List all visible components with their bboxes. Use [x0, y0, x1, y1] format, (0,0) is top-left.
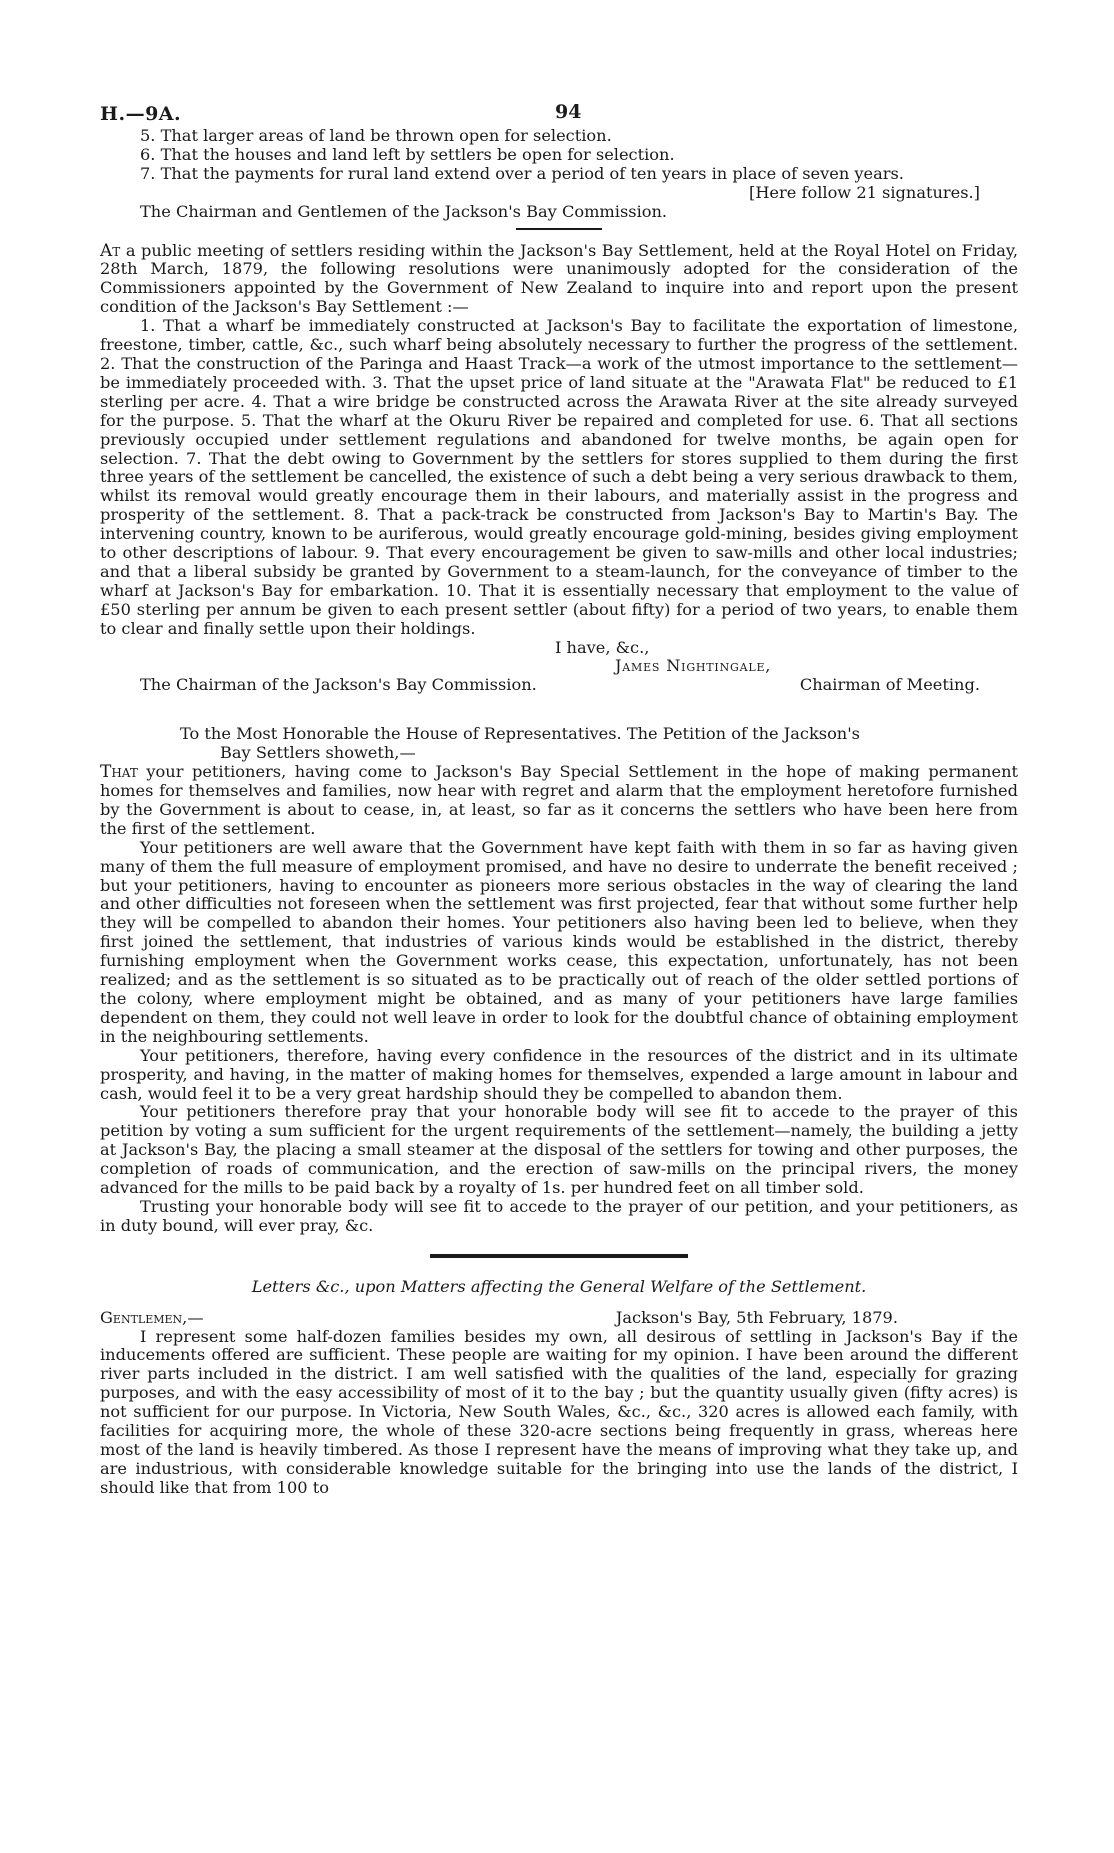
signatures-note: [Here follow 21 signatures.]	[749, 182, 980, 202]
document-reference: H.—9A.	[100, 103, 182, 125]
addressee-line: The Chairman and Gentlemen of the Jackson's Bay Commission.	[140, 201, 668, 221]
section-divider-heavy	[430, 1254, 688, 1258]
letter-date: Jackson's Bay, 5th February, 1879.	[615, 1307, 898, 1327]
spacer	[100, 695, 1018, 711]
petition-paragraph: Your petitioners therefore pray that your honorable body will see fit to accede to the prayer of this petition by voting a sum sufficient for the urgent requirements of the settlement—namely, the building a jetty at Jackson's Bay, the placing a small steamer at the disposal of the settlers for towing and other purposes, the completion of roads of communication, and the erection of saw-mills on the principal rivers, the money advanced for the mills to be paid back by a royalty of 1s. per hundred feet on all timber sold.	[100, 1102, 1018, 1198]
meeting-lead-word: At	[100, 240, 121, 261]
letter-header-row	[100, 1309, 1018, 1328]
petition-lead-word: That	[100, 762, 138, 783]
petition-paragraph: Your petitioners, therefore, having every confidence in the resources of the district and in its ultimate prosperity, and having, in the matter of making homes for themselves, expended a large amount in labour and cash, would feel it to be a very great hardship should they be compelled to abandon them.	[100, 1045, 1018, 1103]
signatory-name: James Nightingale,	[615, 656, 772, 676]
petition-paragraph	[100, 763, 1018, 839]
meeting-signoff-row	[100, 676, 1018, 695]
numbered-item: 6. That the houses and land left by settlers be open for selection.	[140, 144, 675, 164]
petition-heading: To the Most Honorable the House of Representatives. The Petition of the Jackson's	[180, 724, 860, 744]
section-divider	[516, 228, 602, 230]
letters-section-title: Letters &c., upon Matters affecting the General Welfare of the Settlement.	[251, 1276, 867, 1296]
letter-salutation: Gentlemen,—	[100, 1307, 204, 1327]
signatory-title: Chairman of Meeting.	[799, 675, 980, 695]
letter-body: I represent some half-dozen families besides my own, all desirous of settling in Jackson's Bay if the inducements offered are sufficient. These people are waiting for my opinion. I have been around the different river parts included in the district. I am well satisfied with the qualities of the land, especially for grazing purposes, and with the easy accessibility of most of it to the bay ; but the quantity usually given (fifty acres) is not sufficient for our purpose. In Victoria, New South Wales, &c., &c., 320 acres is allowed each family, with facilities for acquiring more, the whole of these 320-acre sections being frequently in grass, whereas here most of the land is heavily timbered. As those I represent have the means of improving what they take up, and are industrious, with considerable knowledge suitable for the bringing into use the lands of the district, I should like that from 100 to	[100, 1326, 1018, 1497]
meeting-intro	[100, 242, 1018, 318]
meeting-resolutions: 1. That a wharf be immediately constructed at Jackson's Bay to facilitate the exportation of limestone, freestone, timber, cattle, &c., such wharf being absolutely necessary to further the progress of the settlement. 2. That the construction of the Paringa and Haast Track—a work of the utmost importance to the settlement—be immediately proceeded with. 3. That the upset price of land situate at the "Arawata Flat" be reduced to £1 sterling per acre. 4. That a wire bridge be constructed across the Arawata River at the site already surveyed for the purpose. 5. That the wharf at the Okuru River be repaired and completed for use. 6. That all sections previously occupied under settlement regulations and abandoned for twelve months, be again open for selection. 7. That the debt owing to Government by the settlers for stores supplied to them during the first three years of the settlement be cancelled, the existence of such a debt being a very serious drawback to them, whilst its removal would greatly encourage them in their labours, and materially assist in the progress and prosperity of the settlement. 8. That a pack-track be constructed from Jackson's Bay to Martin's Bay. The intervening country, known to be auriferous, would greatly encourage gold-mining, besides giving employment to other descriptions of labour. 9. That every encouragement be given to saw-mills and other local industries; and that a liberal subsidy be granted by Government to a steam-launch, for the conveyance of timber to the wharf at Jackson's Bay for embarkation. 10. That it is essentially necessary that employment to the value of £50 sterling per annum be given to each present settler (about fifty) for a period of two years, to enable them to clear and finally settle upon their holdings.	[100, 316, 1018, 638]
page-header	[100, 95, 1018, 127]
petition-heading-continued: Bay Settlers showeth,—	[220, 743, 416, 763]
meeting-addressee: The Chairman of the Jackson's Bay Commission.	[140, 675, 537, 695]
numbered-item: 5. That larger areas of land be thrown open for selection.	[140, 126, 612, 145]
petition-paragraph: Your petitioners are well aware that the Government have kept faith with them in so far as having given many of them the full measure of employment promised, and have no desire to underrate the benefit received ; but your petitioners, having to encounter as pioneers more serious obstacles in the way of clearing the land and other difficulties not foreseen when the settlement was first projected, fear that without some further help they will be compelled to abandon their homes. Your petitioners also having been led to believe, when they first joined the settlement, that industries of various kinds would be established in the district, thereby furnishing employment when the Government works cease, this expectation, unfortunately, has not been realized; and as the settlement is so situated as to be practically out of reach of the older settled portions of the colony, where employment might be obtained, and as many of your petitioners have large families dependent on them, they could not well leave in order to look for the doubtful chance of obtaining employment in the neighbouring settlements.	[100, 837, 1018, 1046]
document-page	[100, 95, 1018, 1498]
meeting-intro-text: a public meeting of settlers residing within the Jackson's Bay Settlement, held at the Royal Hotel on Friday, 28th March, 1879, the following resolutions were unanimously adopted for the consideration of the Commissioners appointed by the Government of New Zealand to inquire into and report upon the present condition of the Jackson's Bay Settlement :—	[100, 240, 1018, 317]
spacer	[100, 1297, 1018, 1309]
numbered-item: 7. That the payments for rural land extend over a period of ten years in place of seven years.	[140, 163, 904, 183]
petition-paragraph-text: your petitioners, having come to Jackson's Bay Special Settlement in the hope of making permanent homes for themselves and families, now hear with regret and alarm that the employment heretofore furnished by the Government is about to cease, in, at least, so far as it concerns the settlers who have been here from the first of the settlement.	[100, 762, 1018, 838]
meeting-closing: I have, &c.,	[555, 637, 650, 657]
petition-paragraph: Trusting your honorable body will see fit to accede to the prayer of our petition, and your petitioners, as in duty bound, will ever pray, &c.	[100, 1196, 1018, 1235]
page-number: 94	[555, 101, 582, 123]
